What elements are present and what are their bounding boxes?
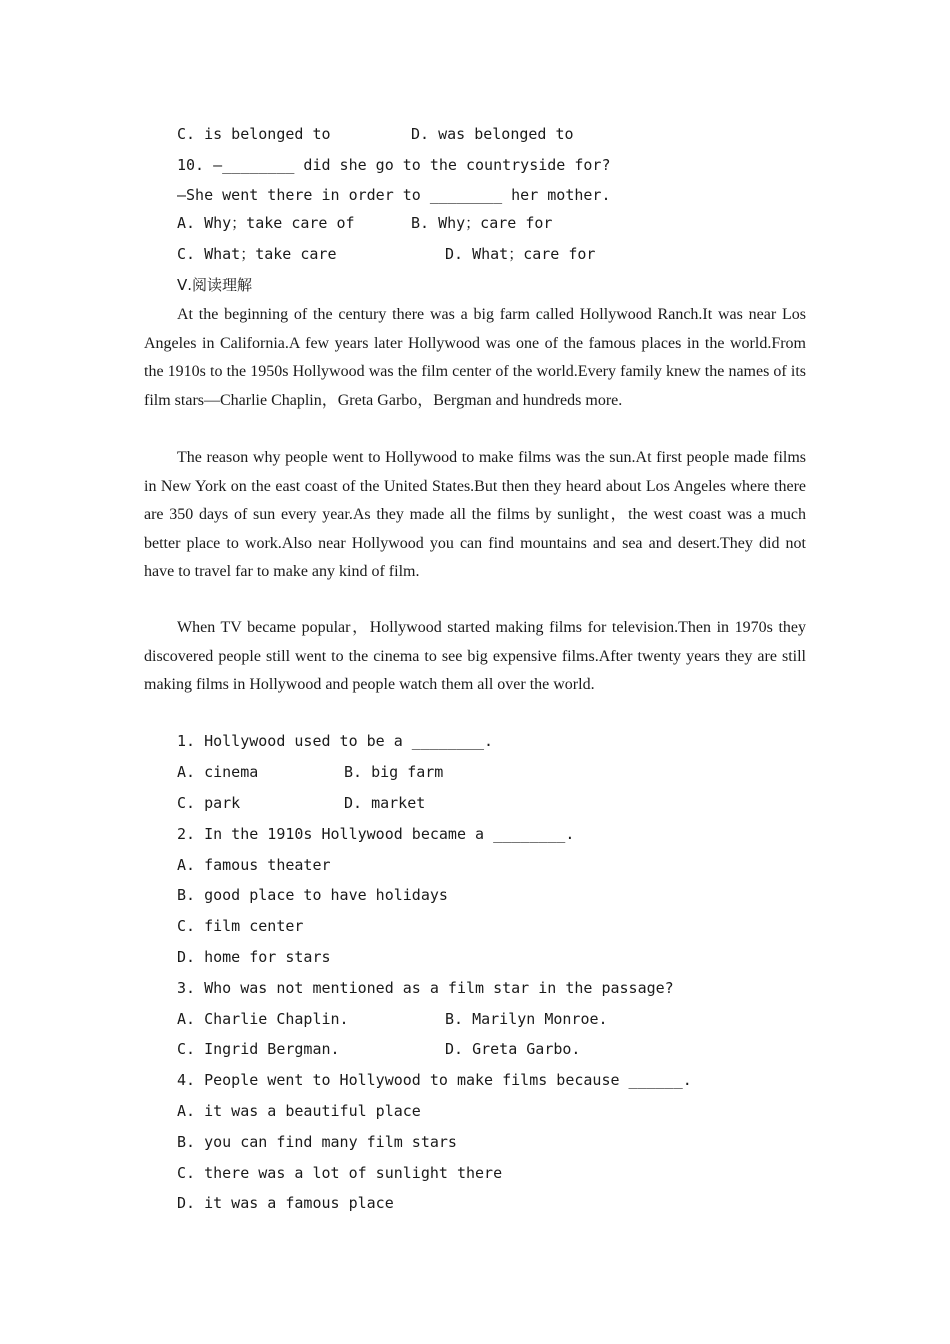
q10-option-c: C. What；take care — [177, 245, 337, 263]
q10-option-a: A. Why；take care of — [177, 214, 355, 232]
q4-option-a: A. it was a beautiful place — [177, 1102, 421, 1120]
q1-option-d: D. market — [344, 794, 426, 812]
q1-option-c: C. park — [177, 794, 241, 812]
q9-option-d: D. was belonged to — [411, 125, 574, 143]
q4-stem: 4. People went to Hollywood to make films because ______. — [177, 1071, 692, 1089]
q2-option-a: A. famous theater — [177, 856, 331, 874]
q3-option-c: C. Ingrid Bergman. — [177, 1040, 340, 1058]
q1-option-b: B. big farm — [344, 763, 444, 781]
q10-option-d: D. What；care for — [445, 245, 596, 263]
section-heading: Ⅴ.阅读理解 — [177, 276, 253, 294]
q2-option-b: B. good place to have holidays — [177, 886, 448, 904]
q4-option-b: B. you can find many film stars — [177, 1133, 457, 1151]
q10-stem: 10. —________ did she go to the countryside for? — [177, 156, 611, 174]
q10-option-b: B. Why；care for — [411, 214, 553, 232]
q1-stem: 1. Hollywood used to be a ________. — [177, 732, 494, 750]
passage-paragraph-1: At the beginning of the century there was a big farm called Hollywood Ranch.It was near Los Angeles in California.A few years later Hollywood was one of the famous places in the world.From the 1910s to the 1950s Hollywood was the film center of the world.Every family knew the names of its film stars—Charlie Chaplin，Greta Garbo，Bergman and hundreds more. — [144, 306, 806, 409]
q3-stem: 3. Who was not mentioned as a film star in the passage? — [177, 979, 674, 997]
passage-paragraph-3: When TV became popular，Hollywood started making films for television.Then in 1970s they discovered people still went to the cinema to see big expensive films.After twenty years they are still making films in Hollywood and people watch them all over the world. — [144, 619, 806, 693]
q2-option-d: D. home for stars — [177, 948, 331, 966]
q4-option-c: C. there was a lot of sunlight there — [177, 1164, 503, 1182]
q4-option-d: D. it was a famous place — [177, 1194, 394, 1212]
passage-paragraph-2: The reason why people went to Hollywood to make films was the sun.At first people made films in New York on the east coast of the United States.But then they heard about Los Angeles where there are 350 days of sun every year.As they made all the films by sunlight，the west coast was a much better place to work.Also near Hollywood you can find mountains and sea and desert.They did not have to travel far to make any kind of film. — [144, 449, 807, 580]
q1-option-a: A. cinema — [177, 763, 259, 781]
q3-option-a: A. Charlie Chaplin. — [177, 1010, 349, 1028]
q3-option-d: D. Greta Garbo. — [445, 1040, 581, 1058]
q2-option-c: C. film center — [177, 917, 304, 935]
q2-stem: 2. In the 1910s Hollywood became a ________. — [177, 825, 575, 843]
q10-reply: —She went there in order to ________ her mother. — [177, 186, 611, 204]
q9-option-c: C. is belonged to — [177, 125, 331, 143]
q3-option-b: B. Marilyn Monroe. — [445, 1010, 608, 1028]
